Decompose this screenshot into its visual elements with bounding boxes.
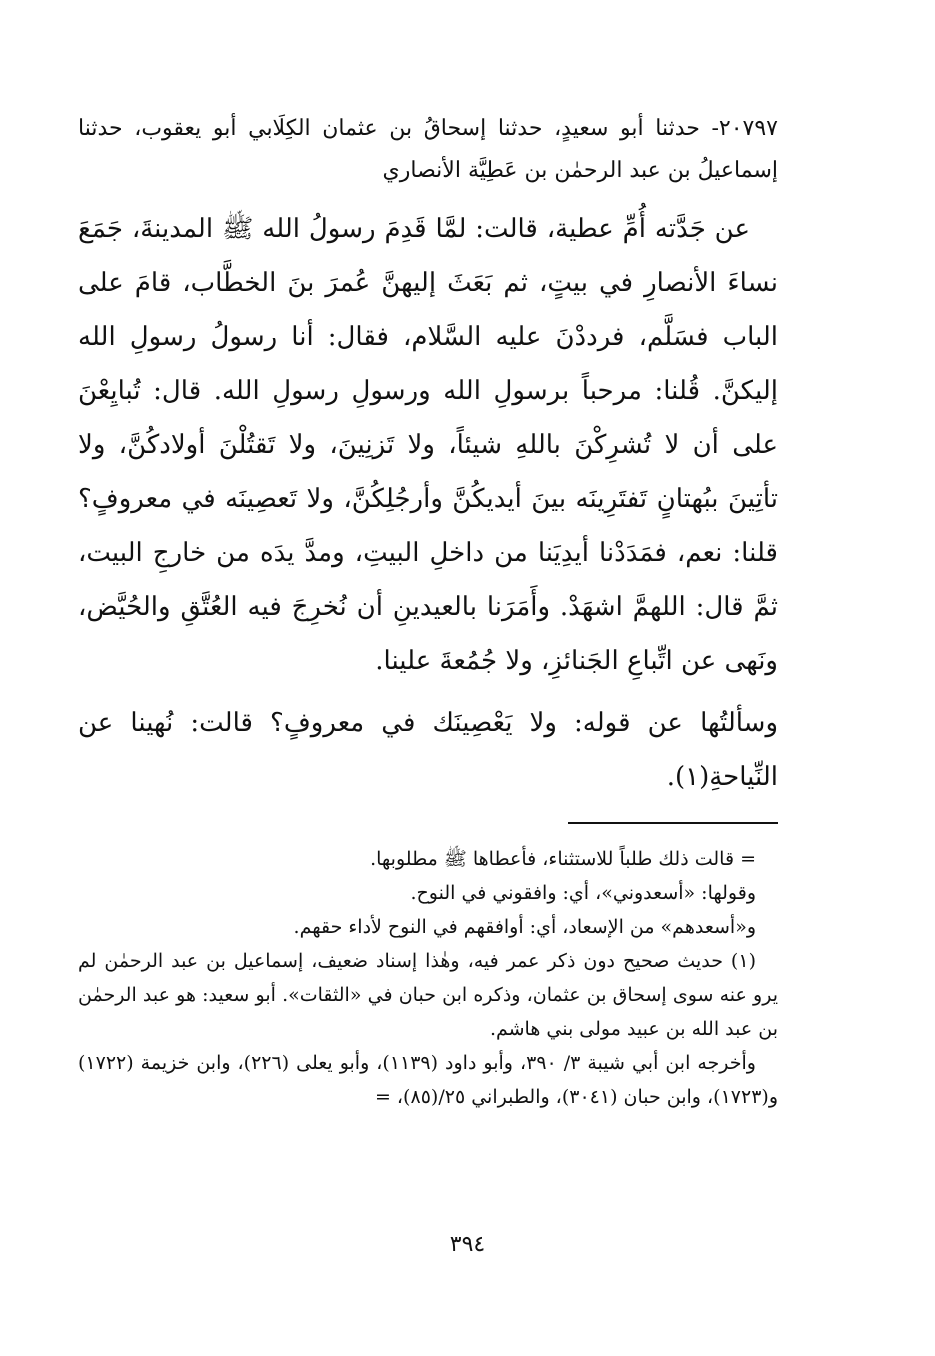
book-page: [78, 108, 778, 1308]
hadith-matn-block: [78, 202, 778, 688]
footnote-line: وقولها: «أسعدوني»، أي: وافقوني في النوح.: [410, 882, 756, 904]
footnote-continuation: = قالت ذلك طلباً للاستثناء، فأعطاها ﷺ مطلوبها.: [370, 848, 756, 870]
hadith-question: وسألتُها عن قوله: ولا يَعْصِينَك في معروفٍ؟ قالت: نُهينا عن النِّياحةِ(١).: [78, 708, 779, 792]
footnote-divider: [568, 822, 778, 824]
footnote-line: وأخرجه ابن أبي شيبة ٣/ ٣٩٠، وأبو داود (١١٣٩)، وأبو يعلى (٢٢٦)، وابن خزيمة (١٧٢٢) و(١٧٢٣)، وابن حبان (٣٠٤١)، والطبراني ٢٥/(٨٥)، =: [78, 1052, 778, 1108]
hadith-isnad: ٢٠٧٩٧- حدثنا أبو سعيدٍ، حدثنا إسحاقُ بن عثمان الكِلَابي أبو يعقوب، حدثنا إسماعيلُ بن عبد الرحمٰن بن عَطِيَّة الأنصاري: [78, 116, 778, 183]
footnote-1: (١) حديث صحيح دون ذكر عمر فيه، وهٰذا إسناد ضعيف، إسماعيل بن عبد الرحمٰن لم يرو عنه سوى إسحاق بن عثمان، وذكره ابن حبان في «الثقات». أبو سعيد: هو عبد الرحمٰن بن عبد الله بن عبيد مولى بني هاشم.: [78, 950, 778, 1040]
page-number: ٣٩٤: [449, 1232, 486, 1257]
footnotes: [78, 842, 778, 1114]
hadith-matn: عن جَدَّته أُمِّ عطية، قالت: لمَّا قَدِمَ رسولُ الله ﷺ المدينةَ، جَمَعَ نساءَ الأنصارِ في بيتٍ، ثم بَعَثَ إليهنَّ عُمرَ بنَ الخطَّاب، قامَ على الباب فسَلَّم، فرددْنَ عليه السَّلام، فقال: أنا رسولُ رسولِ الله إليكنَّ. قُلنا: مرحباً برسولِ الله ورسولِ رسولِ الله. قال: تُبايِعْنَ على أن لا تُشرِكْنَ باللهِ شيئاً، ولا تَزنِينَ، ولا تَقتُلْنَ أولادكُنَّ، ولا تأتِينَ ببُهتانٍ تَفتَرِينَه بينَ أيديكُنَّ وأرجُلِكُنَّ، ولا تَعصِينَه في معروفٍ؟ قلنا: نعم، فمَدَدْنا أيدِيَنا من داخلِ البيتِ، ومدَّ يدَه من خارجِ البيت، ثمَّ قال: اللهمَّ اشهَدْ. وأَمَرَنا بالعيدينِ أن نُخرِجَ فيه العُتَّقِ والحُيَّض، ونَهى عن اتِّباعِ الجَنائزِ، ولا جُمُعةَ علينا.: [78, 214, 778, 676]
footnote-line: و«أسعدهم» من الإسعاد، أي: أوافقهم في النوح لأداء حقهم.: [293, 916, 756, 938]
